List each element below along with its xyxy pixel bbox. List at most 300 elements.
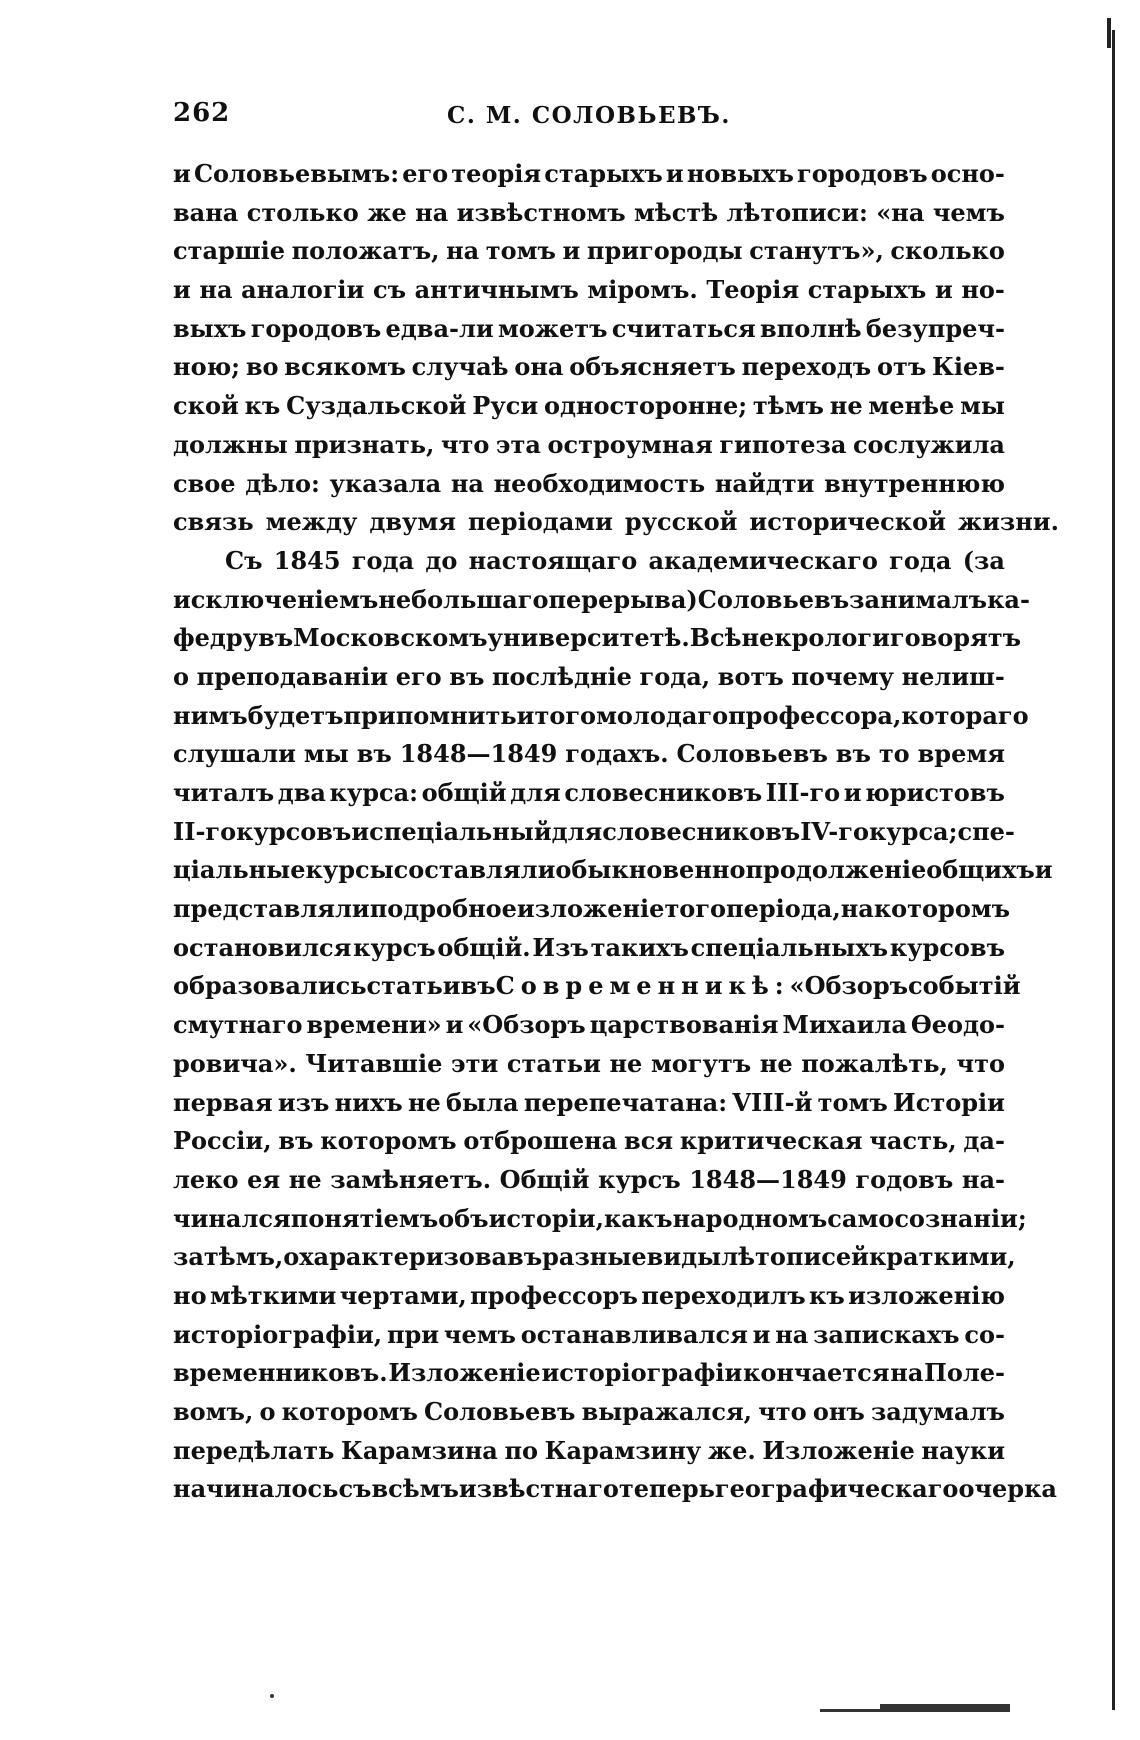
word: выражался,: [581, 1397, 753, 1426]
word: лѣтописи:: [726, 197, 868, 227]
text-line: [173, 581, 1030, 620]
word: 1848—1849: [689, 1164, 847, 1194]
word: и: [562, 236, 581, 266]
word: исторической: [749, 507, 946, 537]
word: III-го: [765, 778, 841, 807]
word: послѣдніе: [491, 661, 632, 691]
word: Всѣ: [689, 623, 742, 653]
word: передѣлать: [173, 1435, 335, 1465]
page-number: 262: [173, 98, 231, 128]
word: не: [609, 1048, 643, 1078]
word: нимъ: [173, 700, 248, 730]
word: Руси: [472, 391, 539, 421]
word: Карамзина: [341, 1435, 498, 1465]
word: того: [534, 700, 597, 730]
word: признать,: [294, 429, 435, 459]
word: очерка: [958, 1474, 1057, 1504]
word: что: [758, 1397, 807, 1426]
word: того: [664, 894, 727, 924]
word: съ: [338, 1474, 372, 1504]
word: курсъ: [598, 1164, 681, 1194]
word: университетѣ.: [487, 623, 690, 653]
word: курса:: [329, 778, 419, 807]
word: курса;: [868, 816, 958, 846]
word: съ: [372, 275, 406, 305]
running-head: С. М. СОЛОВЬЕВЪ.: [447, 102, 731, 129]
word: русской: [624, 507, 738, 537]
word: временниковъ.: [173, 1358, 388, 1388]
text-line: [173, 1122, 1005, 1161]
word: виды: [646, 1242, 722, 1272]
word: но: [173, 1280, 207, 1310]
word: ка-: [987, 584, 1030, 614]
word: во: [245, 352, 279, 382]
word: курсовъ: [236, 816, 352, 846]
word: остановился: [173, 932, 352, 962]
word: два: [277, 778, 326, 807]
text-line: [173, 1354, 1005, 1393]
word: мѣстѣ: [634, 197, 719, 227]
word: Ѳеодо-: [910, 1010, 1005, 1040]
word: станутъ»,: [749, 236, 884, 266]
text-line: [173, 1084, 1005, 1123]
word: профессора,: [728, 700, 902, 730]
word: время: [917, 739, 1005, 769]
text-line: [173, 1316, 1005, 1355]
word: юристовъ: [865, 778, 1005, 807]
word: первая: [173, 1087, 273, 1117]
word: на: [775, 1319, 809, 1349]
word: затѣмъ,: [173, 1242, 284, 1272]
word: «Обзоръ: [789, 971, 909, 1001]
text-line: [173, 387, 1005, 426]
text-line: [173, 194, 1005, 233]
word: леко: [173, 1164, 239, 1194]
word: народномъ: [672, 1203, 828, 1233]
word: же: [367, 197, 407, 227]
word: указала: [329, 468, 442, 498]
word: которомъ: [281, 1397, 418, 1426]
word: которомъ: [873, 894, 1011, 924]
word: Михаила: [782, 1010, 907, 1040]
word: же.: [707, 1435, 756, 1465]
text-line: [173, 658, 1005, 697]
word: должны: [173, 429, 288, 459]
word: VIII-й: [732, 1087, 813, 1117]
word: «на: [876, 197, 925, 227]
word: ской: [173, 391, 239, 421]
word: эта: [495, 429, 541, 459]
word: перепечатана:: [523, 1087, 728, 1117]
word: на: [199, 275, 233, 305]
word: свое: [173, 468, 236, 498]
word: то: [878, 739, 910, 769]
word: извѣстнаго: [458, 1474, 619, 1504]
text-line: [173, 774, 1005, 813]
text-line: [173, 1277, 1005, 1316]
word: найдти: [714, 468, 815, 498]
word: исторіи,: [488, 1203, 604, 1233]
word: какъ: [603, 1203, 673, 1233]
word: о: [259, 1397, 276, 1426]
scan-edge-line: [1112, 30, 1115, 1710]
word: (за: [962, 545, 1005, 575]
word: Поле-: [924, 1358, 1005, 1388]
word: и: [752, 1319, 771, 1349]
word: II-го: [173, 816, 237, 846]
word: Общій: [499, 1164, 590, 1194]
word: не: [407, 1087, 441, 1117]
word: что: [440, 429, 490, 459]
word: для: [510, 778, 561, 807]
word: перерыва): [548, 584, 698, 614]
word: обыкновенно: [555, 855, 746, 885]
word: по: [504, 1435, 539, 1465]
word: Кіев-: [932, 352, 1005, 382]
word: начиналось: [173, 1474, 339, 1504]
word: Съ: [225, 545, 263, 575]
word: извѣстномъ: [456, 197, 626, 227]
scan-smudge: [820, 1709, 1010, 1712]
word: спеціальный: [369, 816, 552, 846]
word: переходилъ: [641, 1280, 806, 1310]
word: говорятъ: [889, 623, 1022, 653]
word: до: [425, 545, 458, 575]
word: представляли: [173, 894, 370, 924]
word: Московскомъ: [293, 623, 488, 653]
word: 1848—1849: [399, 739, 558, 769]
word: смутнаго: [173, 1010, 303, 1040]
word: городовъ: [250, 313, 382, 343]
word: Соловьевъ: [424, 1397, 576, 1426]
word: на-: [961, 1164, 1005, 1194]
word: періода,: [726, 894, 841, 924]
word: курсы: [305, 855, 394, 885]
word: теперь: [618, 1474, 715, 1504]
word: пригороды: [586, 236, 743, 266]
word: понятіемъ: [290, 1203, 439, 1233]
text-line: [173, 697, 1029, 736]
word: годахъ.: [565, 739, 669, 769]
word: Карамзину: [544, 1435, 702, 1465]
word: и: [665, 159, 684, 188]
word: словесниковъ: [602, 816, 801, 846]
word: остроумная: [547, 429, 713, 459]
word: продолженіе: [745, 855, 927, 885]
word: Современникѣ:: [495, 971, 790, 1001]
word: выхъ: [173, 313, 247, 343]
text-line: [173, 465, 1005, 504]
word: отброшена: [463, 1126, 618, 1156]
word: Суздальской: [286, 391, 467, 421]
text-line: [173, 1393, 1005, 1432]
word: ціальные: [173, 855, 306, 885]
word: общій: [421, 778, 507, 807]
word: не: [288, 1164, 322, 1194]
word: читалъ: [173, 778, 275, 807]
body-text: [173, 155, 1059, 1509]
word: двумя: [369, 507, 456, 537]
scan-smudge: [880, 1704, 1010, 1709]
word: сколько: [890, 236, 1005, 266]
word: аналогіи: [241, 275, 365, 305]
word: положатъ,: [291, 236, 440, 266]
word: періодами: [467, 507, 613, 537]
text-line: [173, 813, 1015, 852]
word: статьи: [506, 1048, 601, 1078]
word: которомъ: [320, 1126, 457, 1156]
text-line: [173, 967, 1021, 1006]
word: чинался: [173, 1203, 291, 1233]
word: курсъ: [353, 932, 436, 962]
word: и: [516, 700, 535, 730]
word: да-: [963, 1126, 1005, 1156]
text-line: [173, 542, 1005, 581]
word: некрологи: [741, 623, 890, 653]
word: ною;: [173, 352, 241, 382]
word: на: [450, 468, 484, 498]
word: міромъ.: [587, 275, 698, 305]
word: событій: [908, 971, 1021, 1001]
word: такихъ: [590, 932, 689, 962]
word: на: [840, 894, 874, 924]
word: осно-: [930, 159, 1005, 188]
word: на: [446, 236, 480, 266]
word: всѣмъ: [371, 1474, 459, 1504]
word: теорія: [451, 159, 542, 188]
word: тѣмъ: [752, 391, 824, 421]
word: профессоръ: [470, 1280, 638, 1310]
word: академическаго: [648, 545, 878, 575]
text-line: [173, 1006, 1005, 1045]
word: спе-: [957, 816, 1015, 846]
word: столько: [246, 197, 359, 227]
word: его: [402, 159, 449, 188]
word: переходъ: [741, 352, 872, 382]
word: Изложеніе: [388, 1358, 541, 1388]
word: федру: [173, 623, 259, 653]
word: спеціальныхъ: [690, 932, 889, 962]
word: года: [889, 545, 952, 575]
word: новыхъ: [686, 159, 794, 188]
word: охарактеризовавъ: [283, 1242, 543, 1272]
word: вотъ: [717, 661, 784, 691]
word: ея: [247, 1164, 281, 1194]
text-line: [173, 1045, 1005, 1084]
word: при: [386, 1319, 440, 1349]
word: жизни.: [957, 507, 1059, 537]
text-line: [173, 426, 1005, 465]
word: она: [514, 352, 564, 382]
word: въ: [835, 739, 871, 769]
word: царствованія: [589, 1010, 779, 1040]
word: общихъ: [926, 855, 1035, 885]
word: исторіографіи: [541, 1358, 743, 1388]
word: кончается: [743, 1358, 890, 1388]
word: изложеніе: [516, 894, 665, 924]
word: нихъ: [334, 1087, 403, 1117]
word: случаѣ: [411, 352, 509, 382]
text-line: [173, 271, 1005, 310]
word: настоящаго: [468, 545, 638, 575]
word: что: [956, 1048, 1005, 1078]
word: въ: [258, 623, 294, 653]
word: слушали: [173, 739, 296, 769]
text-line: [173, 348, 1005, 387]
text-line: [173, 1200, 1027, 1239]
word: Изъ: [532, 932, 589, 962]
word: задумалъ: [870, 1397, 1005, 1426]
word: запискахъ: [813, 1319, 960, 1349]
word: мы: [303, 739, 349, 769]
word: лѣтописей: [721, 1242, 869, 1272]
word: внутреннюю: [824, 468, 1005, 498]
word: краткими,: [868, 1242, 1016, 1272]
text-line: [173, 735, 1005, 774]
word: въ: [449, 661, 485, 691]
word: критическая: [679, 1126, 863, 1156]
word: исторіографіи,: [173, 1319, 383, 1349]
word: объясняетъ: [569, 352, 736, 382]
word: но-: [961, 275, 1005, 305]
page-header: [173, 98, 1005, 138]
word: для: [551, 816, 603, 846]
word: въ: [278, 1126, 314, 1156]
word: мы: [960, 391, 1005, 421]
word: не: [829, 391, 863, 421]
word: составляли: [393, 855, 556, 885]
word: и: [445, 1010, 464, 1040]
word: на: [890, 1358, 924, 1388]
word: и: [351, 816, 370, 846]
word: и: [843, 778, 862, 807]
word: томъ: [817, 1087, 888, 1117]
word: къ: [809, 1280, 845, 1310]
word: котораго: [901, 700, 1029, 730]
word: со-: [964, 1319, 1005, 1349]
word: Исторіи: [893, 1087, 1005, 1117]
word: и: [934, 275, 953, 305]
word: менѣе: [868, 391, 955, 421]
word: разные: [542, 1242, 647, 1272]
word: томъ: [485, 236, 556, 266]
word: въ: [460, 971, 496, 1001]
word: старыхъ: [544, 159, 663, 188]
text-line: [173, 310, 1005, 349]
word: науки: [921, 1435, 1005, 1465]
text-line: [173, 890, 1011, 929]
word: и: [173, 275, 191, 305]
word: исключеніемъ: [173, 584, 379, 614]
word: припомнить: [343, 700, 517, 730]
word: года: [351, 545, 415, 575]
word: на: [415, 197, 449, 227]
word: онъ: [812, 1397, 865, 1426]
word: могутъ: [650, 1048, 752, 1078]
word: занималъ: [849, 584, 988, 614]
word: часть,: [869, 1126, 957, 1156]
word: была: [446, 1087, 519, 1117]
word: гипотеза: [719, 429, 847, 459]
word: сослужила: [852, 429, 1005, 459]
word: чемъ: [443, 1319, 516, 1349]
word: почему: [791, 661, 894, 691]
word: вана: [173, 197, 239, 227]
word: замѣняетъ.: [330, 1164, 492, 1194]
text-line: [173, 503, 1059, 542]
word: вся: [624, 1126, 674, 1156]
word: античнымъ: [414, 275, 579, 305]
word: объ: [438, 1203, 489, 1233]
word: пожалѣть,: [801, 1048, 948, 1078]
word: статьи: [366, 971, 461, 1001]
word: Россіи,: [173, 1126, 272, 1156]
word: общій.: [437, 932, 531, 962]
scan-edge-mark: [1107, 18, 1111, 48]
word: безупреч-: [865, 313, 1005, 343]
word: образовались: [173, 971, 367, 1001]
word: Соловьевъ: [676, 739, 828, 769]
word: считаться: [611, 313, 756, 343]
word: будетъ: [247, 700, 344, 730]
word: всякомъ: [284, 352, 406, 382]
word: едва-ли: [385, 313, 494, 343]
word: городовъ: [797, 159, 928, 188]
word: въ: [356, 739, 392, 769]
word: вполнѣ: [759, 313, 862, 343]
text-line: [173, 232, 1005, 271]
word: не: [759, 1048, 793, 1078]
word: 1845: [273, 545, 341, 575]
text-line: [173, 155, 1005, 194]
word: отъ: [876, 352, 927, 382]
word: года,: [639, 661, 711, 691]
word: небольшаго: [378, 584, 549, 614]
word: старыхъ: [807, 275, 927, 305]
word: можетъ: [497, 313, 608, 343]
word: мѣткими: [209, 1280, 337, 1310]
word: Теорія: [706, 275, 800, 305]
word: и: [173, 159, 191, 188]
word: старшіе: [173, 236, 285, 266]
word: курсовъ: [889, 932, 1005, 962]
word: подробное: [369, 894, 517, 924]
scan-speck: [270, 1694, 274, 1698]
word: и: [1034, 855, 1053, 885]
word: нелиш-: [901, 661, 1005, 691]
word: связь: [173, 507, 254, 537]
word: между: [265, 507, 358, 537]
text-line: [173, 1161, 1005, 1200]
text-line: [173, 851, 1053, 890]
word: вомъ,: [173, 1397, 254, 1426]
word: «Обзоръ: [467, 1010, 586, 1040]
word: изложенію: [848, 1280, 1005, 1310]
word: самосознаніи;: [827, 1203, 1027, 1233]
word: ровича».: [173, 1048, 297, 1078]
text-line: [173, 1238, 1016, 1277]
word: Соловьевымъ:: [193, 159, 400, 188]
word: Изложеніе: [762, 1435, 915, 1465]
word: IV-го: [800, 816, 869, 846]
word: словесниковъ: [564, 778, 763, 807]
word: къ: [244, 391, 281, 421]
word: чертами,: [339, 1280, 467, 1310]
word: географическаго: [714, 1474, 959, 1504]
word: его: [395, 661, 442, 691]
word: дѣло:: [245, 468, 320, 498]
text-line: [173, 1470, 1057, 1509]
